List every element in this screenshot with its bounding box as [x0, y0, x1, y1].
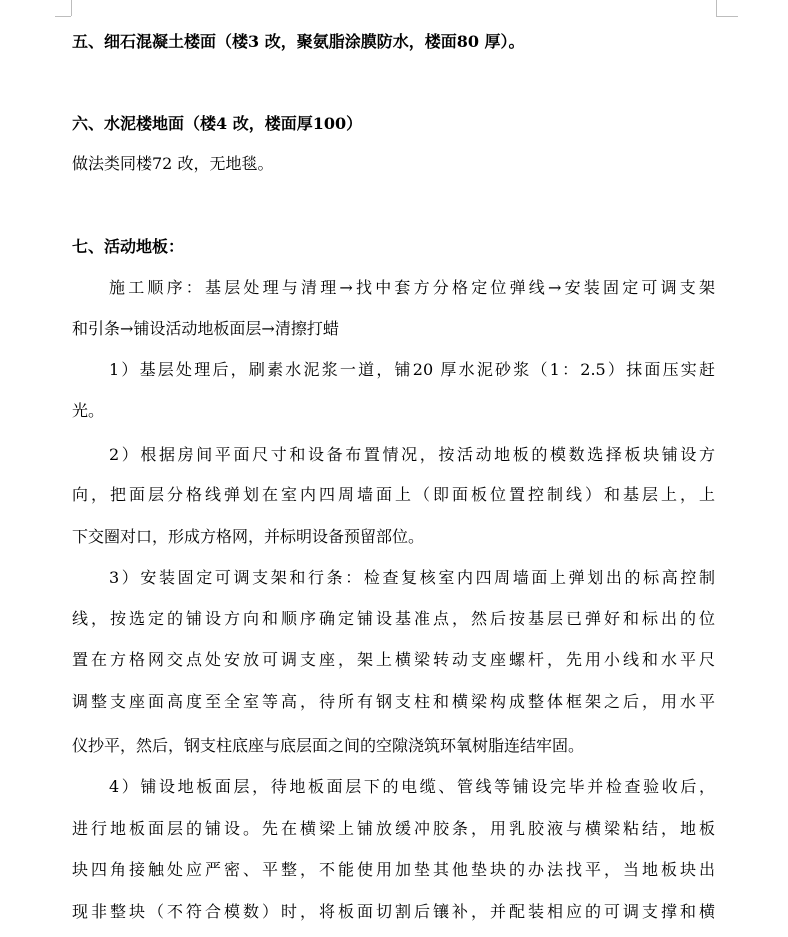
- paragraph-line: 现非整块（不符合模数）时，将板面切割后镶补，并配装相应的可调支撑和横: [72, 902, 715, 921]
- paragraph-line: 向，把面层分格线弹划在室内四周墙面上（即面板位置控制线）和基层上，上: [72, 485, 715, 504]
- paragraph-line: 调整支座面高度至全室等高，待所有钢支柱和横梁构成整体框架之后，用水平: [72, 692, 715, 711]
- paragraph-line: 1）基层处理后，刷素水泥浆一道，铺20 厚水泥砂浆（1：2.5）抹面压实赶: [109, 360, 715, 379]
- section-heading-5: 五、细石混凝土楼面（楼3 改，聚氨脂涂膜防水，楼面80 厚）。: [72, 32, 525, 51]
- section-heading-7: 七、活动地板：: [72, 237, 185, 256]
- paragraph-line: 2）根据房间平面尺寸和设备布置情况，按活动地板的模数选择板块铺设方: [109, 445, 715, 464]
- paragraph-line: 仪抄平，然后，钢支柱底座与底层面之间的空隙浇筑环氧树脂连结牢固。: [72, 736, 585, 755]
- section-heading-6: 六、水泥楼地面（楼4 改，楼面厚100）: [72, 114, 363, 133]
- margin-mark-top-right: [716, 16, 738, 17]
- paragraph-line: 线，按选定的铺设方向和顺序确定铺设基准点，然后按基层已弹好和标出的位: [72, 609, 715, 628]
- paragraph-line: 下交圈对口，形成方格网，并标明设备预留部位。: [72, 527, 425, 546]
- paragraph-line: 4）铺设地板面层，待地板面层下的电缆、管线等铺设完毕并检查验收后，: [109, 777, 715, 796]
- margin-mark-top-left: [55, 16, 71, 17]
- margin-mark-top-left: [71, 0, 72, 16]
- margin-mark-top-right: [716, 0, 717, 16]
- section-6-note: 做法类同楼72 改，无地毯。: [72, 154, 274, 173]
- paragraph-line: 3）安装固定可调支架和行条：检查复核室内四周墙面上弹划出的标高控制: [109, 568, 715, 587]
- paragraph-line: 和引条→铺设活动地板面层→清擦打蜡: [72, 319, 339, 338]
- paragraph-line: 进行地板面层的铺设。先在横梁上铺放缓冲胶条，用乳胶液与横梁粘结，地板: [72, 819, 715, 838]
- paragraph-line: 置在方格网交点处安放可调支座，架上横梁转动支座螺杆，先用小线和水平尺: [72, 650, 715, 669]
- paragraph-line: 光。: [72, 401, 105, 420]
- paragraph-line: 施工顺序：基层处理与清理→找中套方分格定位弹线→安装固定可调支架: [109, 278, 715, 297]
- paragraph-line: 块四角接触处应严密、平整，不能使用加垫其他垫块的办法找平，当地板块出: [72, 860, 715, 879]
